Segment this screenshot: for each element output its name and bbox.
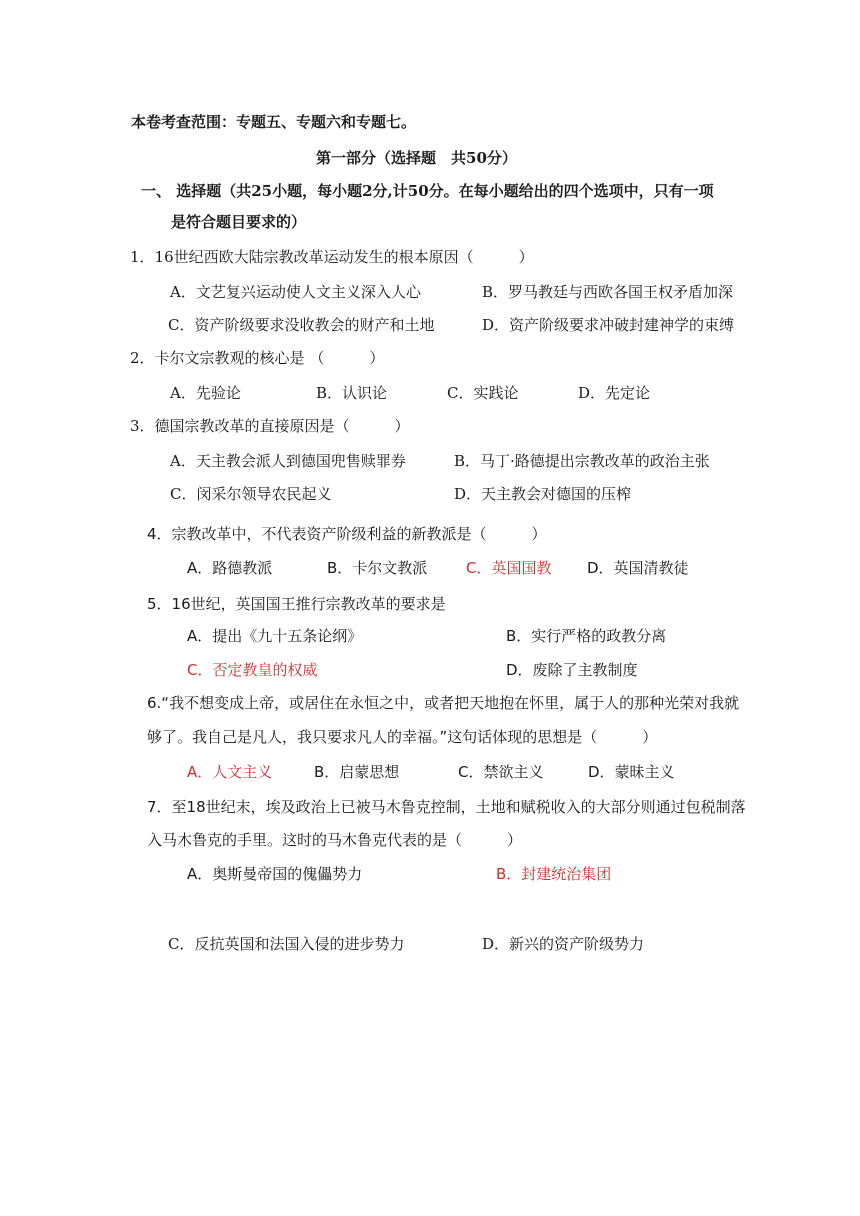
question-7-option-a: A．奥斯曼帝国的傀儡势力 [187, 865, 363, 883]
question-6-option-c: C．禁欲主义 [458, 763, 544, 781]
question-4-option-b: B．卡尔文教派 [327, 559, 428, 577]
section1-instructions-line1: 一、 选择题（共25小题，每小题2分,计50分。在每小题给出的四个选项中，只有一项 [141, 182, 714, 200]
question-5-option-c-answer: C．否定教皇的权威 [187, 661, 318, 679]
question-7-option-b-answer: B．封建统治集团 [496, 865, 612, 883]
question-1-option-a: A．文艺复兴运动使人文主义深入人心 [170, 283, 421, 301]
question-1-option-b: B．罗马教廷与西欧各国王权矛盾加深 [482, 283, 734, 301]
question-5-option-a: A．提出《九十五条论纲》 [187, 627, 363, 645]
question-2-option-d: D．先定论 [578, 384, 651, 402]
question-3-stem: 3．德国宗教改革的直接原因是（ ） [130, 417, 410, 435]
question-5-option-d: D．废除了主教制度 [506, 661, 638, 679]
part1-title: 第一部分（选择题 共50分） [316, 149, 517, 167]
question-2-option-a: A．先验论 [170, 384, 241, 402]
question-4-option-d: D．英国清教徒 [587, 559, 689, 577]
section1-instructions-line2: 是符合题目要求的） [171, 213, 307, 231]
question-2-stem: 2．卡尔文宗教观的核心是 （ ） [130, 349, 385, 367]
question-1-option-c: C．资产阶级要求没收教会的财产和土地 [168, 316, 435, 334]
question-6-option-b: B．启蒙思想 [314, 763, 400, 781]
question-3-option-d: D．天主教会对德国的压榨 [454, 485, 632, 503]
question-3-option-b: B．马丁·路德提出宗教改革的政治主张 [454, 452, 710, 470]
question-6-stem-line2: 够了。我自己是凡人，我只要求凡人的幸福。”这句话体现的思想是（ ） [147, 728, 658, 746]
question-5-option-b: B．实行严格的政教分离 [506, 627, 667, 645]
question-7-option-c: C．反抗英国和法国入侵的进步势力 [168, 935, 405, 953]
question-7-option-d: D．新兴的资产阶级势力 [482, 935, 645, 953]
question-6-option-a-answer: A．人文主义 [187, 763, 273, 781]
question-6-option-d: D．蒙昧主义 [588, 763, 675, 781]
question-3-option-c: C．闵采尔领导农民起义 [170, 485, 332, 503]
question-1-stem: 1．16世纪西欧大陆宗教改革运动发生的根本原因（ ） [130, 248, 534, 266]
exam-scope: 本卷考查范围：专题五、专题六和专题七。 [131, 113, 417, 131]
question-1-option-d: D．资产阶级要求冲破封建神学的束缚 [482, 316, 735, 334]
question-4-option-a: A．路德教派 [187, 559, 273, 577]
question-3-option-a: A．天主教会派人到德国兜售赎罪券 [170, 452, 406, 470]
question-2-option-c: C．实践论 [447, 384, 519, 402]
question-7-stem-line2: 入马木鲁克的手里。这时的马木鲁克代表的是（ ） [147, 831, 523, 849]
question-5-stem: 5．16世纪，英国国王推行宗教改革的要求是 [147, 595, 446, 613]
question-2-option-b: B．认识论 [316, 384, 388, 402]
question-4-option-c-answer: C．英国国教 [466, 559, 552, 577]
question-6-stem-line1: 6.“我不想变成上帝，或居住在永恒之中，或者把天地抱在怀里，属于人的那种光荣对我就 [147, 694, 740, 712]
question-7-stem-line1: 7．至18世纪末，埃及政治上已被马木鲁克控制，土地和赋税收入的大部分则通过包税制落 [147, 798, 746, 816]
question-4-stem: 4．宗教改革中，不代表资产阶级利益的新教派是（ ） [147, 525, 547, 543]
